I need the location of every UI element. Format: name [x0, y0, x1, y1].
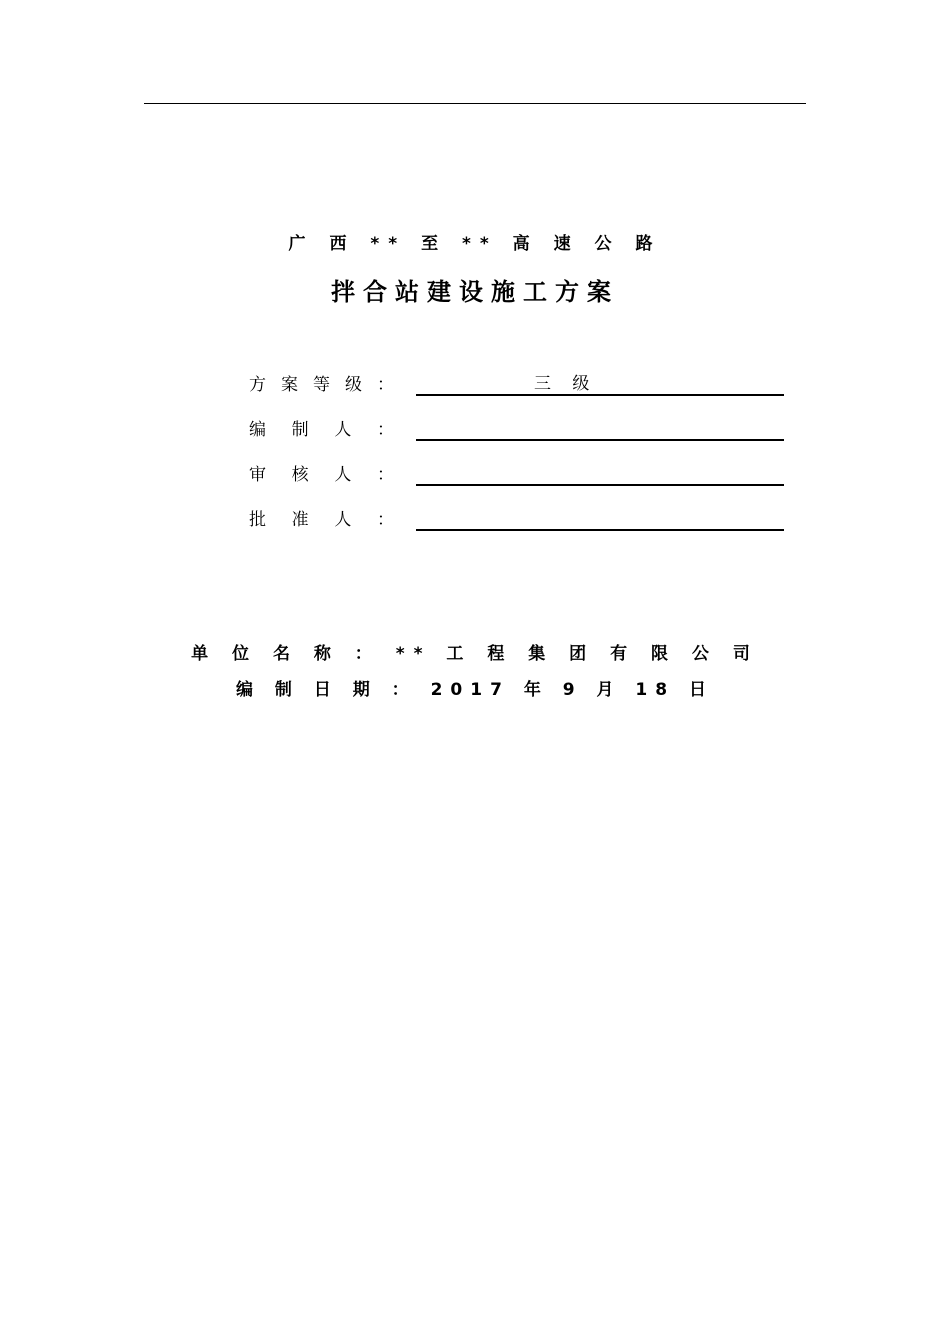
- field-value-line: [416, 507, 784, 531]
- field-label: [249, 419, 394, 441]
- field-label: [249, 509, 394, 531]
- field-label: [249, 374, 394, 396]
- label-char: 核: [291, 465, 309, 485]
- label-char: 等: [313, 375, 330, 395]
- label-char: ：: [377, 375, 394, 395]
- field-reviewer: [249, 462, 789, 490]
- label-char: 制: [291, 420, 309, 440]
- label-char: 准: [291, 510, 309, 530]
- label-char: ：: [376, 510, 394, 530]
- label-char: 批: [249, 510, 266, 530]
- document-title: 拌合站建设施工方案: [331, 278, 619, 306]
- date-line: 编 制 日 期 ： 2017 年 9 月 18 日: [236, 680, 714, 700]
- label-char: 人: [334, 465, 352, 485]
- label-char: 方: [249, 375, 266, 395]
- field-value-line: [416, 462, 784, 486]
- label-char: 案: [281, 375, 298, 395]
- label-char: 级: [345, 375, 362, 395]
- document-subtitle: 广 西 ** 至 ** 高 速 公 路: [288, 234, 662, 254]
- header-rule: [144, 103, 806, 104]
- field-value-line: 三 级: [416, 372, 784, 396]
- label-char: 人: [334, 510, 352, 530]
- label-char: ：: [376, 465, 394, 485]
- field-compiler: [249, 417, 789, 445]
- organization-line: 单 位 名 称 ： ** 工 程 集 团 有 限 公 司: [191, 644, 759, 664]
- label-char: ：: [376, 420, 394, 440]
- label-char: 编: [249, 420, 266, 440]
- field-plan-level: [249, 372, 789, 400]
- field-label: [249, 464, 394, 486]
- field-value-line: [416, 417, 784, 441]
- field-approver: [249, 507, 789, 535]
- label-char: 人: [334, 420, 352, 440]
- label-char: 审: [249, 465, 266, 485]
